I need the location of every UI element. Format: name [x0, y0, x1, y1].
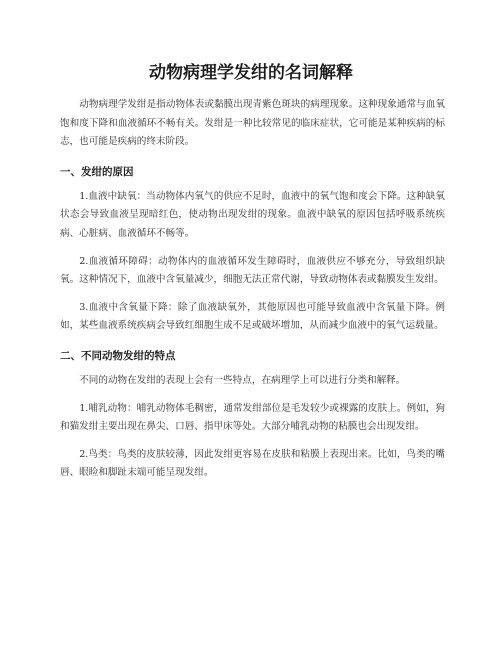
- characteristics-paragraph-intro: 不同的动物在发绀的表现上会有一些特点，在病理学上可以进行分类和解释。: [79, 374, 406, 386]
- intro-paragraph: 动物病理学发绀是指动物体表或黏膜出现青紫色斑块的病理现象。这种现象通常与血氧饱和度下降和血液循环不畅有关。发绀是一种比较常见的临床症状，它可能是某种疾病的标志，也可能是疾病的终末阶段。: [60, 99, 445, 148]
- cause-paragraph-1: 1.血液中缺氧：当动物体内氧气的供应不足时，血液中的氧气饱和度会下降。这种缺氧状态会导致血液呈现暗红色，使动物出现发绀的现象。血液中缺氧的原因包括呼吸系统疾病、心脏病、血液循环不畅等。: [60, 190, 445, 239]
- document-title: 动物病理学发绀的名词解释: [149, 63, 353, 83]
- document-body: [60, 96, 445, 492]
- section-heading-characteristics: 二、不同动物发绀的特点: [60, 349, 176, 362]
- cause-paragraph-3: 3.血液中含氧量下降：除了血液缺氧外，其他原因也可能导致血液中含氧量下降。例如，某些血液系统疾病会导致红细胞生成不足或破坏增加，从而减少血液中的氧气运载量。: [60, 301, 445, 332]
- section-heading-causes: 一、发绀的原因: [60, 165, 134, 178]
- cause-paragraph-2: 2.血液循环障碍：动物体内的血液循环发生障碍时，血液供应不够充分，导致组织缺氧。这种情况下，血液中含氧量减少，细胞无法正常代谢，导致动物体表或黏膜发生发绀。: [60, 255, 445, 286]
- characteristics-paragraph-birds: 2.鸟类：鸟类的皮肤较薄，因此发绀更容易在皮肤和粘膜上表现出来。比如，鸟类的嘴唇、眼睑和脚趾末端可能呈现发绀。: [60, 448, 445, 479]
- characteristics-paragraph-mammals: 1.哺乳动物：哺乳动物体毛稠密，通常发绀部位是毛发较少或裸露的皮肤上。例如，狗和猫发绀主要出现在鼻尖、口唇、指甲床等处。大部分哺乳动物的粘膜也会出现发绀。: [60, 402, 445, 433]
